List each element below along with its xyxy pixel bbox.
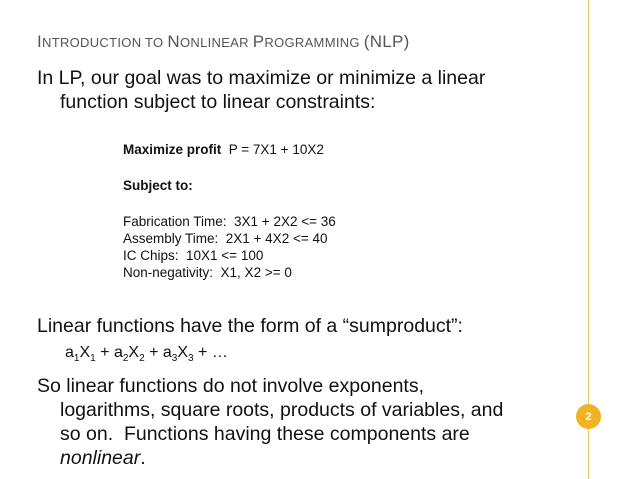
constraint-assembly: Assembly Time: 2X1 + 4X2 <= 40 — [123, 231, 328, 246]
constraint-ic-chips: IC Chips: 10X1 <= 100 — [123, 248, 264, 263]
objective-expression: P = 7X1 + 10X2 — [221, 142, 324, 157]
conclusion-paragraph — [37, 374, 577, 470]
slide-title: INTRODUCTION TO NONLINEAR PROGRAMMING (NLP) — [37, 32, 410, 51]
nonlinear-term: nonlinear — [60, 447, 141, 469]
sumproduct-formula: $a_1X_1 + a_2X_2 + a_3X_3$ + … — [65, 344, 228, 365]
subject-to-label: Subject to: — [123, 178, 193, 193]
conclusion-line-2: logarithms, square roots, products of variables, and — [60, 399, 504, 421]
intro-paragraph — [37, 66, 577, 114]
conclusion-line-3: so on. Functions having these components are — [60, 423, 470, 445]
conclusion-line-4: nonlinear. — [60, 447, 146, 469]
conclusion-line-1: So linear functions do not involve exponents, — [37, 375, 425, 397]
sumproduct-line: Linear functions have the form of a “sumproduct”: — [37, 315, 463, 337]
intro-line-1: In LP, our goal was to maximize or minimize a linear — [37, 67, 486, 89]
objective-label: Maximize profit — [123, 142, 222, 157]
intro-line-2: function subject to linear constraints: — [60, 91, 376, 113]
constraints-list — [123, 213, 336, 281]
objective — [123, 141, 324, 158]
constraint-non-negativity: Non-negativity: X1, X2 >= 0 — [123, 265, 292, 280]
page-number-badge: 2 — [576, 404, 601, 429]
constraint-fabrication: Fabrication Time: 3X1 + 2X2 <= 36 — [123, 214, 336, 229]
